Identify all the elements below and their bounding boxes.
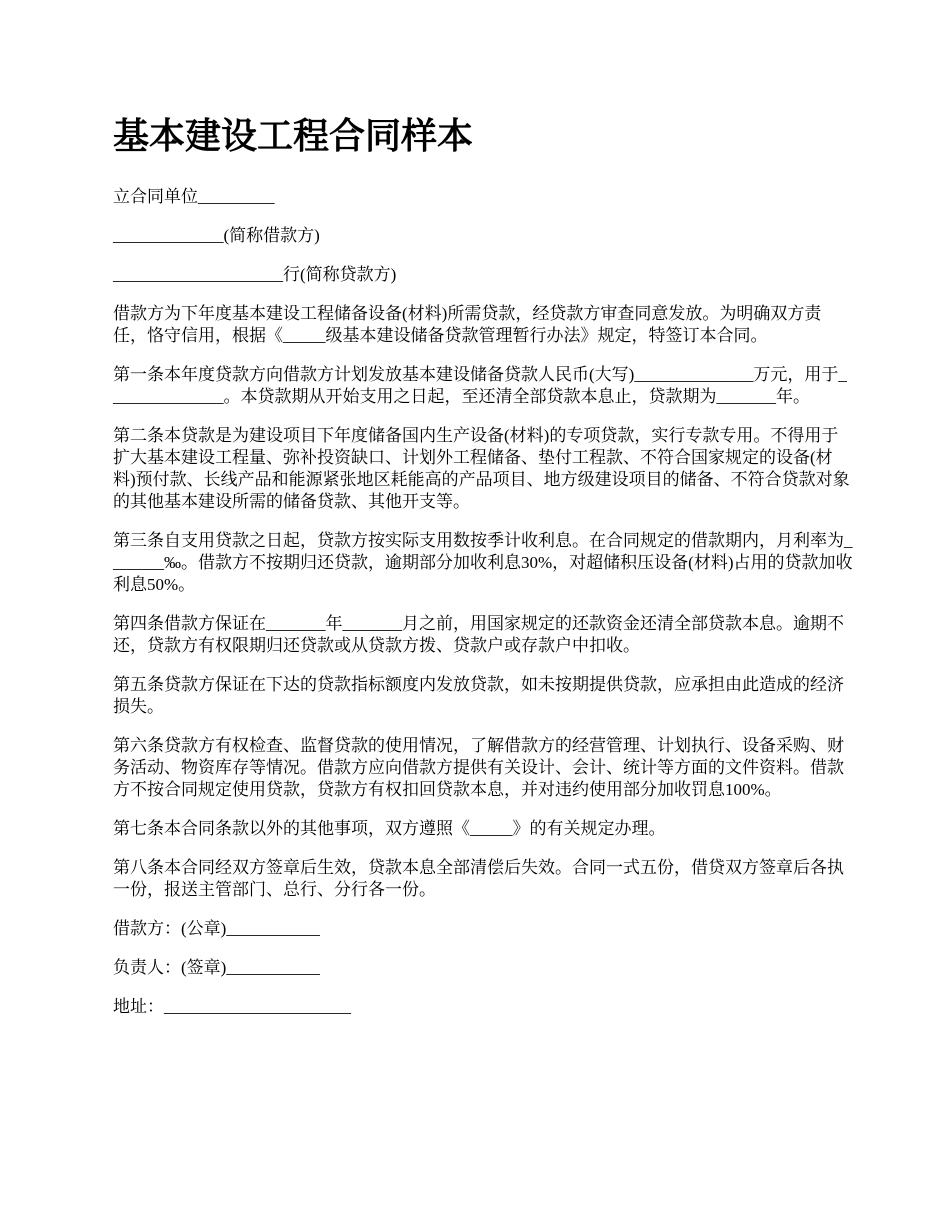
borrower-seal-line: 借款方：(公章)___________ [113,919,320,938]
document-title: 基本建设工程合同样本 [113,116,474,156]
article-4: 第四条借款方保证在_______年_______月之前，用国家规定的还款资金还清全部贷款本息。逾期不还，贷款方有权限期归还贷款或从贷款方拨、贷款户或存款户中扣收。 [113,614,844,655]
preamble-paragraph: 借款方为下年度基本建设工程储备设备(材料)所需贷款，经贷款方审查同意发放。为明确双方责任，恪守信用，根据《_____级基本建设储备贷款管理暂行办法》规定，特签订本合同。 [113,304,822,345]
contract-page [113,112,853,1035]
lender-line: ____________________行(简称贷款方) [113,265,397,284]
borrower-line: _____________(简称借款方) [113,226,320,245]
responsible-person-line: 负责人：(签章)___________ [113,958,320,977]
contract-party-line: 立合同单位_________ [113,187,275,206]
address-line: 地址：______________________ [113,997,351,1016]
article-7: 第七条本合同条款以外的其他事项，双方遵照《_____》的有关规定办理。 [113,819,666,838]
article-3: 第三条自支用贷款之日起，贷款方按实际支用数按季计收利息。在合同规定的借款期内，月利率为_______‰。借款方不按期归还贷款，逾期部分加收利息30%，对超储积压设备(材料)占用的贷款加收利息50%。 [113,531,853,594]
article-1: 第一条本年度贷款方向借款方计划发放基本建设储备贷款人民币(大写)______________万元，用于______________。本贷款期从开始支用之日起，至还清全部贷款本息止，贷款期为_______年。 [113,365,847,406]
article-8: 第八条本合同经双方签章后生效，贷款本息全部清偿后失效。合同一式五份，借贷双方签章后各执一份，报送主管部门、总行、分行各一份。 [113,858,844,899]
article-6: 第六条贷款方有权检查、监督贷款的使用情况，了解借款方的经营管理、计划执行、设备采购、财务活动、物资库存等情况。借款方应向借款方提供有关设计、会计、统计等方面的文件资料。借款方不按合同规定使用贷款，贷款方有权扣回贷款本息，并对违约使用部分加收罚息100%。 [113,736,844,799]
article-5: 第五条贷款方保证在下达的贷款指标额度内发放贷款，如未按期提供贷款，应承担由此造成的经济损失。 [113,675,844,716]
article-2: 第二条本贷款是为建设项目下年度储备国内生产设备(材料)的专项贷款，实行专款专用。不得用于扩大基本建设工程量、弥补投资缺口、计划外工程储备、垫付工程款、不符合国家规定的设备(材料)预付款、长线产品和能源紧张地区耗能高的产品项目、地方级建设项目的储备、不符合贷款对象的其他基本建设所需的储备贷款、其他开支等。 [113,426,850,511]
